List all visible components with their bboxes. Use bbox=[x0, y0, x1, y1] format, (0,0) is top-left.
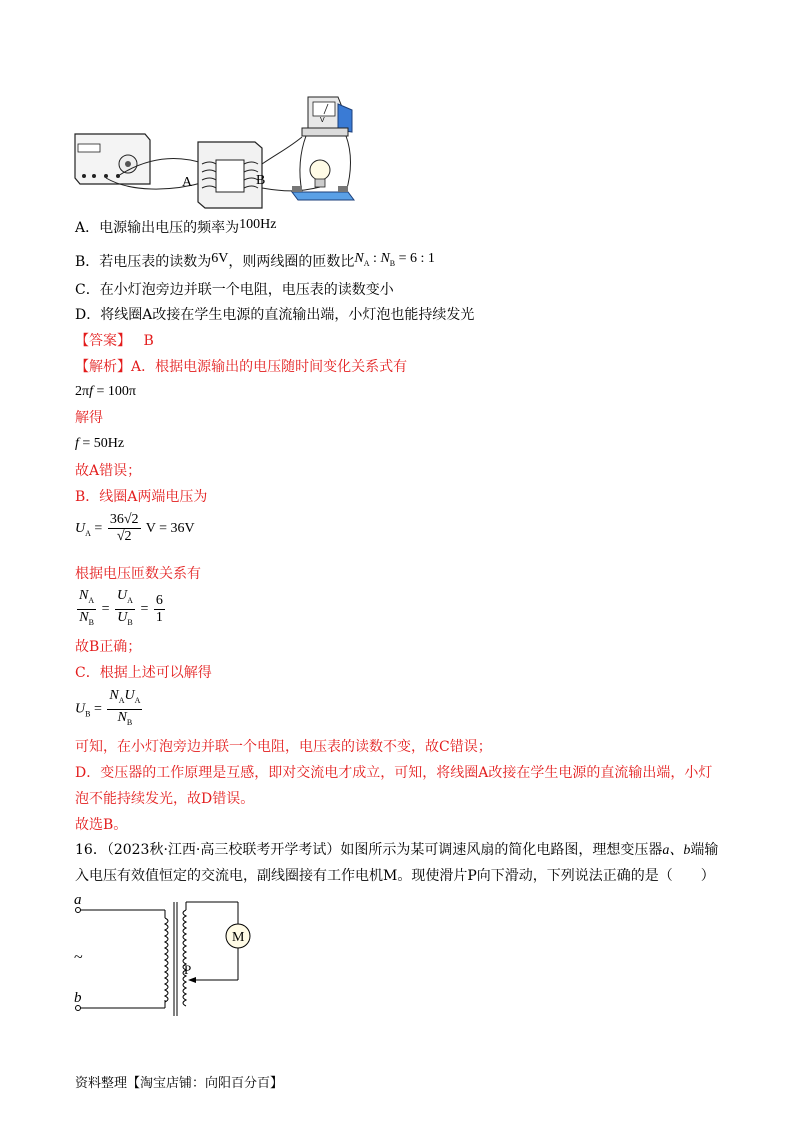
transformer-apparatus-figure bbox=[70, 92, 370, 214]
question-16-line2: 入电压有效值恒定的交流电，副线圈接有工作电机M。现使滑片P向下滑动，下列说法正确的是（ ） bbox=[75, 868, 715, 884]
equation-5: $U_B$ = $\frac{N_AU_A}{N_B}$ bbox=[75, 688, 141, 727]
option-b-mid: ，则两线圈的匝数比 bbox=[228, 254, 355, 270]
voltmeter-icon bbox=[302, 97, 352, 136]
option-a bbox=[75, 218, 276, 239]
equation-2: f = 50Hz bbox=[75, 436, 125, 451]
equation-4: $\frac{N_A}{N_B}$ = $\frac{U_A}{U_B}$ = $\frac{6}{1}$ bbox=[79, 588, 163, 627]
option-b bbox=[75, 252, 435, 278]
secondary-coil-icon bbox=[183, 910, 186, 1006]
analysis-d-line1: D．变压器的工作原理是互感，即对交流电才成立，可知，将线圈A改接在学生电源的直流输出端，小灯 bbox=[75, 765, 713, 781]
question-16-line1-end: 端输 bbox=[690, 842, 719, 858]
fan-circuit-diagram bbox=[70, 890, 270, 1020]
eq3-rest: V = 36V bbox=[145, 521, 195, 536]
question-16-terminals: a、b bbox=[662, 843, 691, 858]
equation-1: 2πf = 100π bbox=[75, 384, 136, 399]
power-supply-icon bbox=[75, 134, 150, 184]
footer-credit: 资料整理【淘宝店铺：向阳百分百】 bbox=[75, 1076, 284, 1091]
analysis-a-intro bbox=[75, 357, 407, 377]
terminal-a-label: a bbox=[74, 892, 82, 908]
question-16-text: 16．（2023秋·江西·高三校联考开学考试）如图所示为某可调速风扇的简化电路图，理想变压器 bbox=[75, 842, 663, 858]
analysis-c-detail: 可知，在小灯泡旁边并联一个电阻，电压表的读数不变，故C错误； bbox=[75, 739, 492, 755]
analysis-final: 故选B。 bbox=[75, 817, 128, 833]
svg-text:V: V bbox=[320, 117, 325, 124]
svg-text:M: M bbox=[232, 930, 245, 945]
light-bulb-icon bbox=[292, 160, 354, 200]
option-b-ratio: $N_A$ : $N_B = 6$ : 1 bbox=[354, 251, 435, 268]
ac-source-symbol: ~ bbox=[74, 949, 83, 966]
transformer-core-icon bbox=[198, 142, 262, 208]
eq3-denominator: √2 bbox=[116, 529, 132, 545]
analysis-c-intro: C．根据上述可以解得 bbox=[75, 665, 212, 681]
analysis-label: 【解析】 bbox=[75, 359, 131, 375]
analysis-a-conclusion: 故A错误； bbox=[75, 463, 142, 479]
analysis-a-text: A．根据电源输出的电压随时间变化关系式有 bbox=[131, 359, 408, 375]
motor-icon bbox=[226, 924, 250, 948]
equation-3: $U_A$ = $\frac{36√2}{√2}$ V = 36V bbox=[75, 512, 195, 545]
analysis-b-conclusion: 故B正确； bbox=[75, 639, 142, 655]
option-b-text: B．若电压表的读数为 bbox=[75, 254, 212, 270]
analysis-d-line2: 泡不能持续发光，故D错误。 bbox=[75, 791, 255, 807]
primary-coil-icon bbox=[165, 918, 168, 1002]
option-a-text: A．电源输出电压的频率为 bbox=[75, 220, 240, 236]
eq4-value-denominator: 1 bbox=[155, 609, 163, 625]
label-coil-a: A bbox=[182, 175, 193, 190]
option-c: C．在小灯泡旁边并联一个电阻，电压表的读数变小 bbox=[75, 282, 394, 298]
eq4-value-numerator: 6 bbox=[155, 592, 163, 608]
terminal-b-label: b bbox=[74, 990, 82, 1006]
analysis-solve: 解得 bbox=[75, 410, 103, 426]
answer-line bbox=[75, 331, 154, 351]
question-16-line1 bbox=[75, 840, 718, 861]
slider-p-icon bbox=[184, 962, 196, 983]
analysis-b-intro: B．线圈A两端电压为 bbox=[75, 489, 208, 505]
label-coil-b: B bbox=[256, 173, 266, 188]
analysis-b-ratio-intro: 根据电压匝数关系有 bbox=[75, 566, 201, 582]
svg-text:P: P bbox=[184, 962, 192, 977]
answer-value: B bbox=[143, 333, 154, 349]
answer-label: 【答案】 bbox=[75, 333, 131, 349]
option-a-value: 100Hz bbox=[239, 217, 277, 232]
option-b-value: 6V bbox=[211, 251, 229, 266]
eq3-numerator: 36√2 bbox=[109, 512, 139, 528]
option-d: D．将线圈A改接在学生电源的直流输出端，小灯泡也能持续发光 bbox=[75, 307, 475, 323]
